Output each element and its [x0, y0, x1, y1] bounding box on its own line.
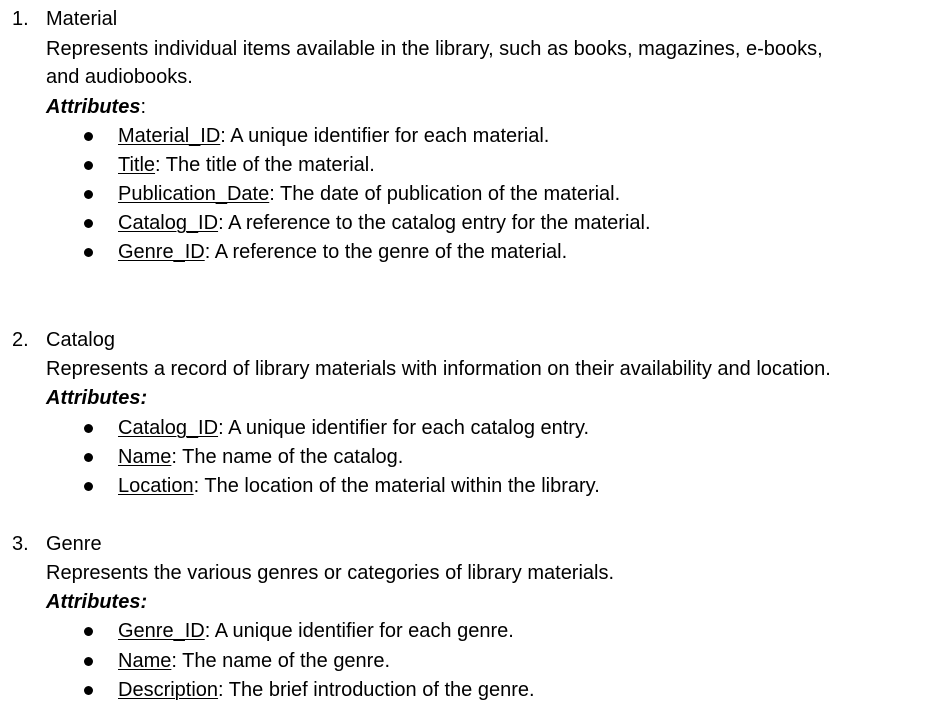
attribute-name: Catalog_ID	[118, 417, 219, 439]
bullet-icon	[84, 453, 93, 462]
attribute-name: Name	[118, 650, 172, 672]
attribute-name: Publication_Date	[118, 183, 270, 205]
attributes-heading: Attributes:	[46, 96, 147, 118]
attribute-name: Genre_ID	[118, 241, 205, 263]
attribute-description: : The name of the catalog.	[171, 446, 404, 468]
attribute-name: Genre_ID	[118, 620, 205, 642]
section-title-catalog: Catalog	[46, 329, 115, 351]
attribute-name: Material_ID	[118, 125, 221, 147]
attribute-name: Catalog_ID	[118, 212, 219, 234]
attribute-description: : A unique identifier for each genre.	[204, 620, 514, 642]
section-number: 2.	[12, 329, 29, 351]
attribute-description: : A unique identifier for each material.	[220, 125, 550, 147]
bullet-icon	[84, 190, 93, 199]
bullet-icon	[84, 482, 93, 491]
attribute-description: : The date of publication of the material.	[269, 183, 621, 205]
attribute-name: Location	[118, 475, 194, 497]
bullet-icon	[84, 686, 93, 695]
bullet-icon	[84, 248, 93, 257]
attribute-description: : The brief introduction of the genre.	[218, 679, 535, 701]
bullet-icon	[84, 219, 93, 228]
attributes-heading: Attributes:	[46, 591, 148, 613]
section-title-genre: Genre	[46, 533, 102, 555]
attribute-description: : A reference to the catalog entry for the material.	[218, 212, 651, 234]
attribute-name: Description	[118, 679, 219, 701]
attribute-description: : The title of the material.	[155, 154, 375, 176]
section-description: Represents a record of library materials with information on their availability and location.	[46, 358, 831, 380]
bullet-icon	[84, 424, 93, 433]
attribute-name: Name	[118, 446, 172, 468]
attribute-description: : The name of the genre.	[171, 650, 391, 672]
bullet-icon	[84, 161, 93, 170]
section-number: 1.	[12, 8, 29, 30]
section-description: and audiobooks.	[46, 66, 193, 88]
attribute-name: Title	[118, 154, 156, 176]
section-number: 3.	[12, 533, 29, 555]
bullet-icon	[84, 132, 93, 141]
attribute-description: : The location of the material within the library.	[193, 475, 600, 497]
attributes-heading: Attributes:	[46, 387, 148, 409]
section-description: Represents the various genres or categories of library materials.	[46, 562, 615, 584]
section-description: Represents individual items available in the library, such as books, magazines, e-books,	[46, 38, 823, 60]
attribute-description: : A reference to the genre of the material.	[204, 241, 568, 263]
attribute-description: : A unique identifier for each catalog entry.	[218, 417, 590, 439]
bullet-icon	[84, 657, 93, 666]
bullet-icon	[84, 627, 93, 636]
section-title-material: Material	[46, 8, 118, 30]
